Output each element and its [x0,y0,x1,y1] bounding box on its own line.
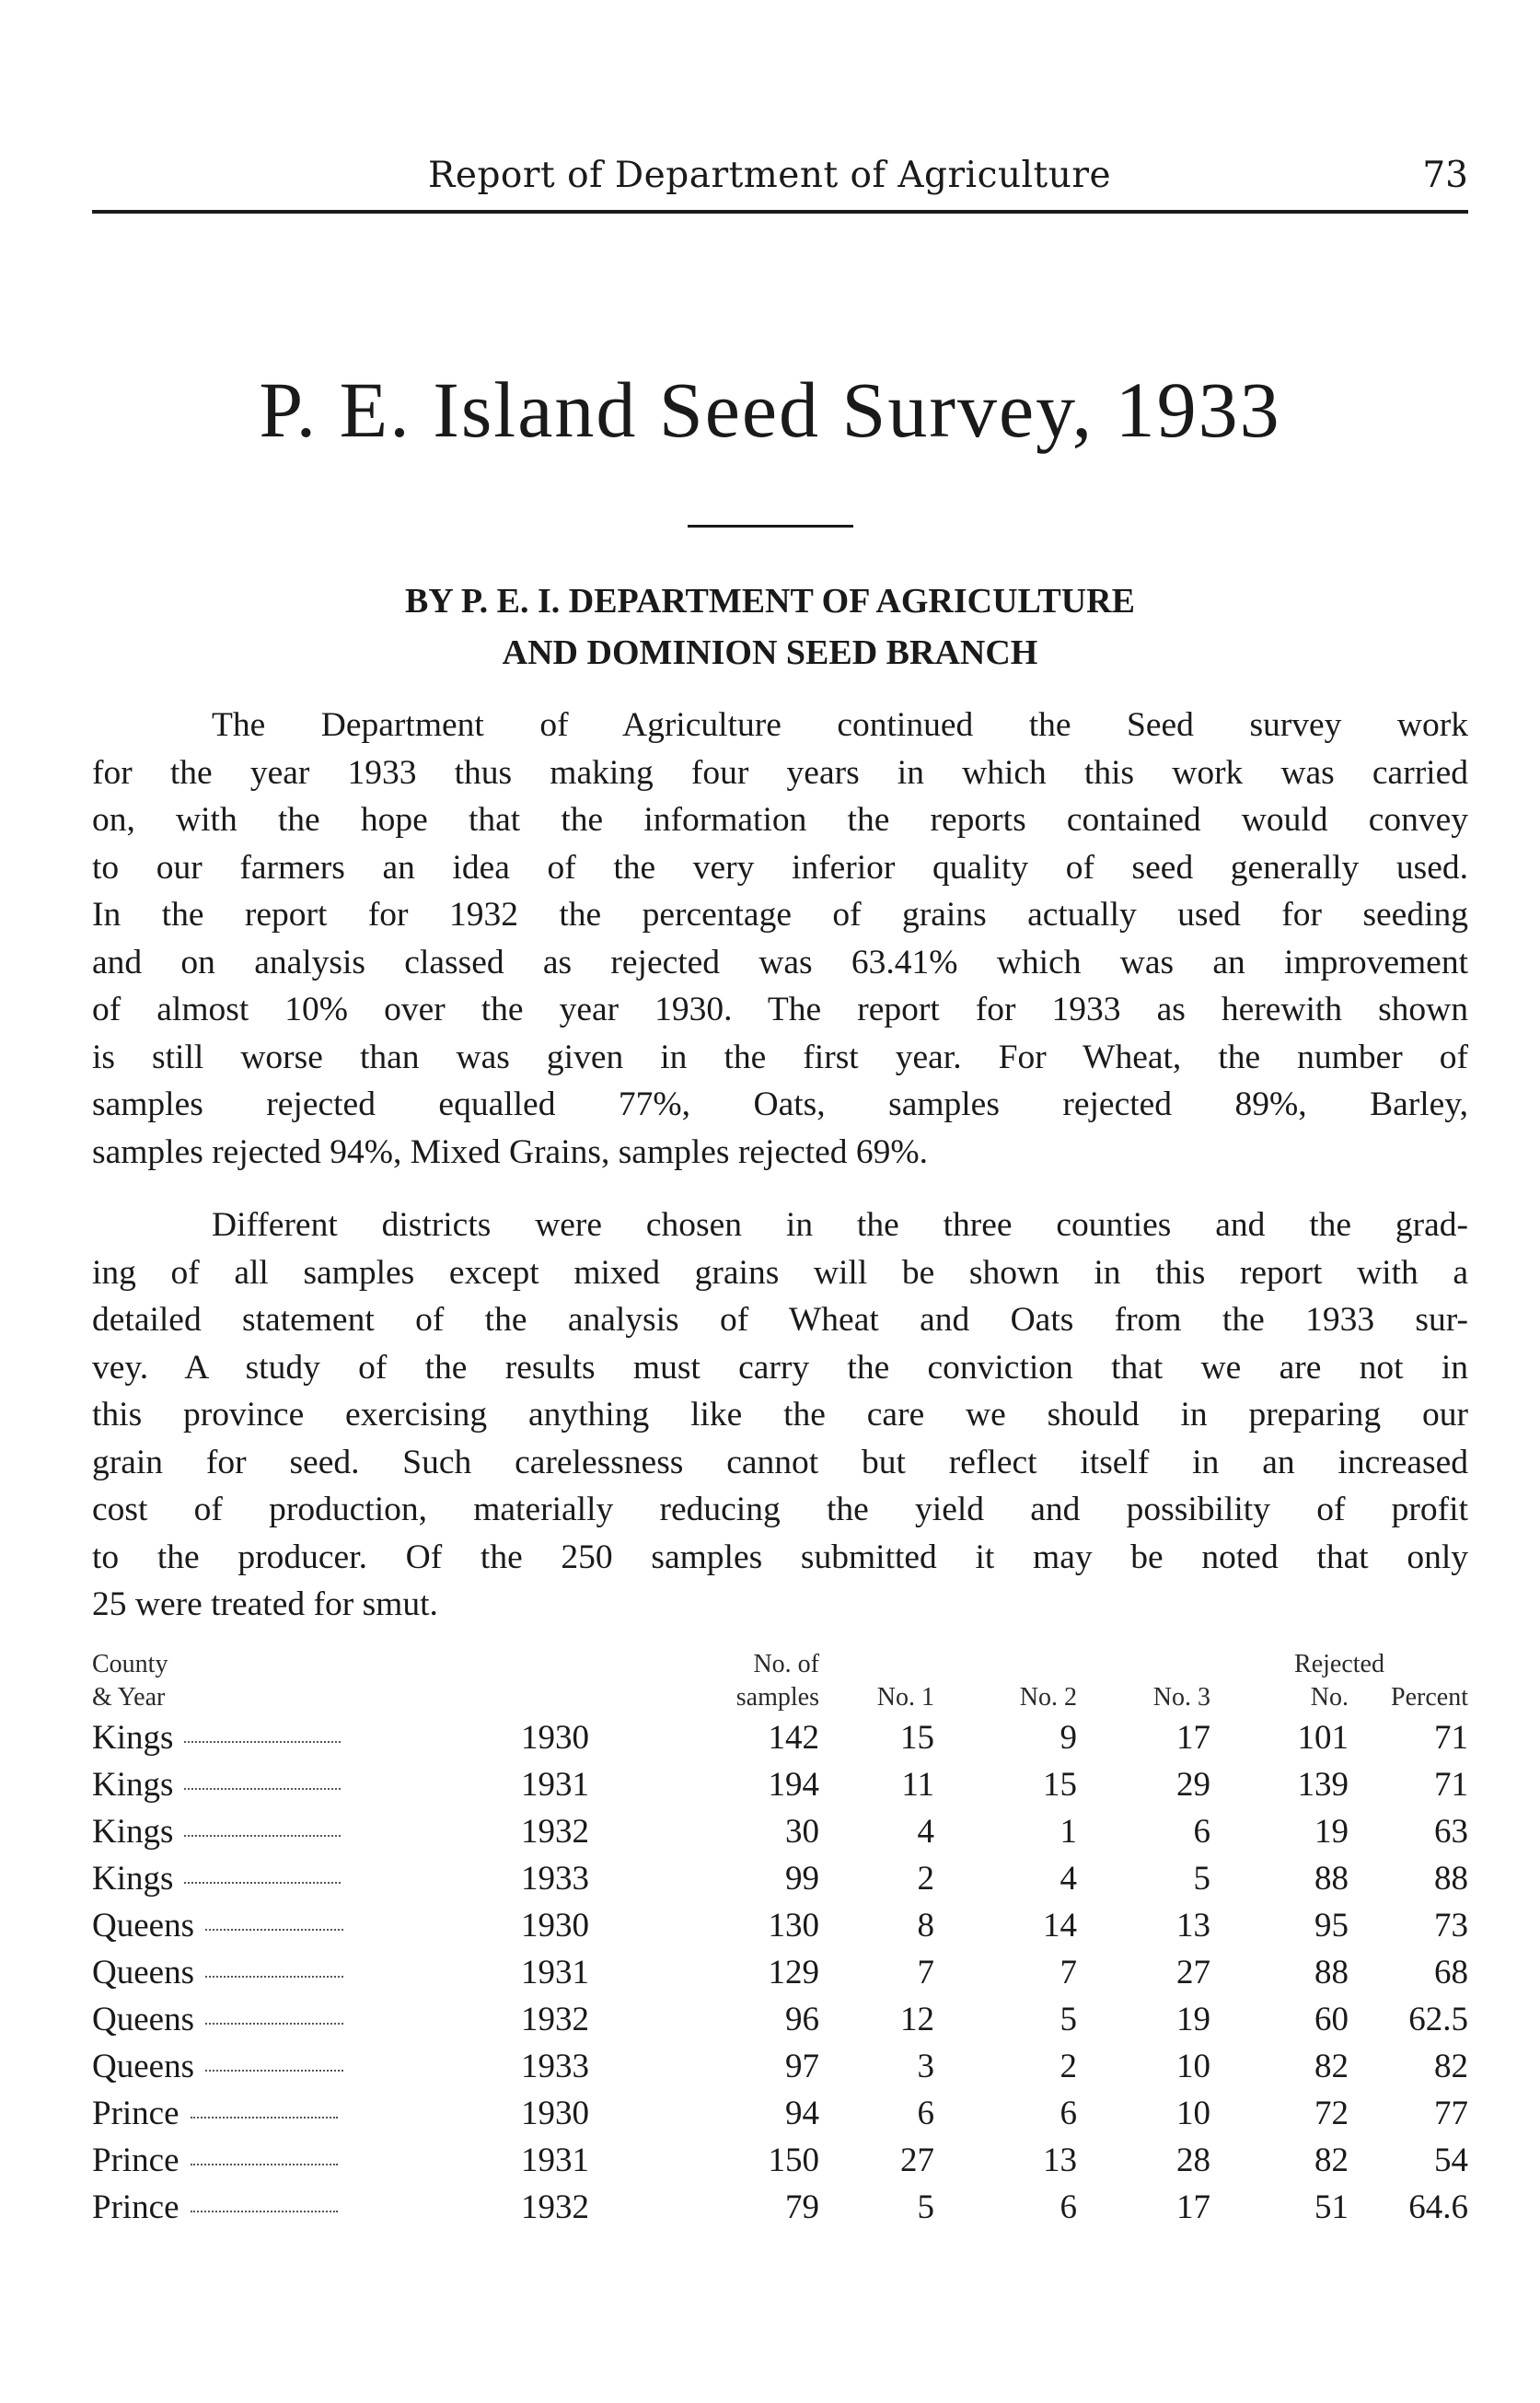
paragraph-2 [92,1202,1468,1629]
dot-leader [191,2163,338,2165]
cell-no3: 17 [1176,1719,1210,1757]
cell-no1: 2 [917,1860,934,1898]
cell-county [92,1714,497,1761]
cell-samples: 142 [768,1719,819,1757]
header-spacer [819,1648,934,1681]
cell-no2: 2 [1059,2048,1077,2085]
text-line: In the report for 1932 the percentage of grains actually used for seeding [92,896,1468,934]
cell-rejected-no: 101 [1297,1719,1349,1757]
cell-rejected-percent: 88 [1434,1860,1468,1898]
county-name: Queens [92,1907,194,1944]
cell-no2: 15 [1043,1766,1077,1804]
text-line: ing of all samples except mixed grains will be shown in this report with a [92,1253,1468,1292]
text-line: this province exercising anything like the care we should in preparing our [92,1396,1468,1434]
dot-leader [205,2069,343,2072]
cell-no3: 17 [1176,2188,1210,2226]
cell-no3: 5 [1193,1860,1210,1898]
cell-county [92,1996,497,2043]
dot-leader [184,1740,341,1743]
county-name: Prince [92,2095,179,2132]
county-name: Queens [92,2048,194,2085]
cell-rejected-percent: 63 [1434,1813,1468,1851]
dot-leader [205,1928,343,1931]
byline-line: AND DOMINION SEED BRANCH [502,633,1038,672]
cell-no3: 29 [1176,1766,1210,1804]
text-line: vey. A study of the results must carry the conviction that we are not in [92,1348,1468,1387]
text-line: to our farmers an idea of the very inferior quality of seed generally used. [92,848,1468,887]
header-rejected: Rejected [1294,1650,1384,1678]
header-rejected-percent: Percent [1391,1683,1468,1712]
header-no3: No. 3 [1152,1683,1210,1712]
cell-samples: 194 [768,1766,819,1804]
cell-no2: 9 [1059,1719,1077,1757]
text-line: grain for seed. Such carelessness cannot but reflect itself in an increased [92,1443,1468,1481]
cell-county [92,2137,497,2184]
cell-no3: 28 [1176,2142,1210,2179]
cell-year: 1931 [521,1766,589,1804]
cell-no1: 15 [900,1719,934,1757]
dot-leader [184,1881,341,1884]
cell-no2: 6 [1059,2188,1077,2226]
text-line: and on analysis classed as rejected was 63.41% which was an improvement [92,943,1468,981]
cell-samples: 97 [785,2048,819,2085]
cell-county [92,1761,497,1808]
cell-no2: 1 [1059,1813,1077,1851]
cell-year: 1933 [521,1860,589,1898]
cell-rejected-no: 88 [1314,1860,1349,1898]
cell-rejected-percent: 82 [1434,2048,1468,2085]
cell-no2: 5 [1059,2001,1077,2038]
cell-year: 1932 [521,2001,589,2038]
cell-rejected-percent: 62.5 [1408,2001,1468,2038]
cell-year: 1932 [521,1813,589,1851]
header-row [92,1648,1468,1681]
cell-rejected-percent: 68 [1434,1954,1468,1991]
table-row [92,2090,1468,2137]
running-head [92,155,1468,210]
table-body [92,1714,1468,2231]
cell-samples: 96 [785,2001,819,2038]
header-samples: No. of [753,1650,819,1678]
header-county-year: & Year [92,1683,166,1712]
cell-year: 1930 [521,1907,589,1944]
cell-rejected-no: 88 [1314,1954,1349,1991]
cell-year: 1933 [521,2048,589,2085]
cell-no1: 27 [900,2142,934,2179]
text-line: samples rejected 94%, Mixed Grains, samples rejected 69%. [92,1132,929,1171]
table-row [92,1902,1468,1949]
cell-no3: 27 [1176,1954,1210,1991]
cell-county [92,2043,497,2090]
cell-samples: 94 [785,2095,819,2132]
table-row [92,1855,1468,1902]
header-spacer [1077,1648,1210,1681]
table-row [92,1808,1468,1855]
title-rule [688,525,853,528]
cell-rejected-percent: 71 [1434,1719,1468,1757]
table-row [92,1949,1468,1996]
header-no1: No. 1 [876,1683,934,1712]
text-line: for the year 1933 thus making four years in which this work was carried [92,753,1468,792]
cell-no1: 6 [917,2095,934,2132]
table-header [92,1648,1468,1714]
text-line: detailed statement of the analysis of Wheat and Oats from the 1933 sur- [92,1301,1468,1339]
dot-leader [191,2116,338,2119]
header-no2: No. 2 [1019,1683,1077,1712]
byline-line: BY P. E. I. DEPARTMENT OF AGRICULTURE [405,582,1135,621]
cell-county [92,1855,497,1902]
header-year-spacer [497,1648,589,1681]
header-year-spacer [497,1681,589,1714]
cell-year: 1930 [521,2095,589,2132]
text-line: Different districts were chosen in the three counties and the grad- [212,1206,1468,1244]
county-name: Queens [92,1954,194,1991]
byline [0,575,1540,679]
cell-no1: 7 [917,1954,934,1991]
header-row [92,1681,1468,1714]
cell-no3: 10 [1176,2095,1210,2132]
cell-county [92,1949,497,1996]
dot-leader [191,2210,338,2212]
cell-no3: 6 [1193,1813,1210,1851]
cell-county [92,1808,497,1855]
cell-rejected-no: 139 [1297,1766,1349,1804]
cell-no2: 7 [1059,1954,1077,1991]
cell-rejected-no: 60 [1314,2001,1349,2038]
text-line: The Department of Agriculture continued the Seed survey work [212,706,1468,744]
header-rejected-no: No. [1310,1683,1349,1712]
cell-no2: 6 [1059,2095,1077,2132]
county-name: Prince [92,2188,179,2226]
dot-leader [184,1834,341,1837]
cell-year: 1930 [521,1719,589,1757]
cell-year: 1931 [521,2142,589,2179]
table-row [92,2137,1468,2184]
cell-no2: 14 [1043,1907,1077,1944]
header-rule [92,210,1468,214]
cell-samples: 79 [785,2188,819,2226]
text-line: cost of production, materially reducing the yield and possibility of profit [92,1491,1468,1528]
text-line: samples rejected equalled 77%, Oats, samples rejected 89%, Barley, [92,1085,1468,1123]
county-name: Kings [92,1766,174,1804]
table-row [92,2043,1468,2090]
table-row [92,2184,1468,2231]
county-name: Kings [92,1813,174,1851]
cell-samples: 150 [768,2142,819,2179]
cell-no1: 3 [917,2048,934,2085]
text-line: is still worse than was given in the first year. For Wheat, the number of [92,1038,1468,1076]
cell-samples: 99 [785,1860,819,1898]
text-line: to the producer. Of the 250 samples submitted it may be noted that only [92,1538,1468,1576]
text-line: on, with the hope that the information the reports contained would convey [92,801,1468,839]
dot-leader [184,1787,341,1790]
cell-no1: 5 [917,2188,934,2226]
paragraph-1 [92,702,1468,1176]
county-name: Kings [92,1860,174,1898]
cell-county [92,1902,497,1949]
county-name: Queens [92,2001,194,2038]
cell-year: 1931 [521,1954,589,1991]
cell-rejected-no: 72 [1314,2095,1349,2132]
header-samples-2: samples [735,1683,819,1712]
cell-rejected-no: 82 [1314,2048,1349,2085]
county-name: Prince [92,2142,179,2179]
cell-county [92,2184,497,2231]
cell-rejected-percent: 77 [1434,2095,1468,2132]
cell-samples: 130 [768,1907,819,1944]
cell-no1: 4 [917,1813,934,1851]
dot-leader [205,2022,343,2025]
cell-samples: 30 [785,1813,819,1851]
cell-rejected-no: 19 [1314,1813,1349,1851]
cell-no1: 11 [901,1766,934,1804]
cell-rejected-no: 82 [1314,2142,1349,2179]
page-title: P. E. Island Seed Survey, 1933 [259,366,1281,454]
cell-no3: 10 [1176,2048,1210,2085]
cell-no1: 12 [900,2001,934,2038]
cell-rejected-no: 95 [1314,1907,1349,1944]
text-line: 25 were treated for smut. [92,1585,438,1623]
cell-year: 1932 [521,2188,589,2226]
table-row [92,1761,1468,1808]
header-spacer [934,1648,1077,1681]
cell-no3: 19 [1176,2001,1210,2038]
cell-rejected-percent: 54 [1434,2142,1468,2179]
cell-no1: 8 [917,1907,934,1944]
cell-no2: 13 [1043,2142,1077,2179]
page-number: 73 [1422,155,1468,196]
table-row [92,1996,1468,2043]
header-county: County [92,1650,168,1678]
cell-county [92,2090,497,2137]
cell-samples: 129 [768,1954,819,1991]
cell-rejected-no: 51 [1314,2188,1349,2226]
running-title: Report of Department of Agriculture [428,155,1112,196]
dot-leader [205,1975,343,1978]
cell-no2: 4 [1059,1860,1077,1898]
cell-rejected-percent: 71 [1434,1766,1468,1804]
table-row [92,1714,1468,1761]
cell-rejected-percent: 73 [1434,1907,1468,1944]
cell-no3: 13 [1176,1907,1210,1944]
seed-survey-table [92,1648,1468,2231]
text-line: of almost 10% over the year 1930. The report for 1933 as herewith shown [92,991,1468,1028]
cell-rejected-percent: 64.6 [1408,2188,1468,2226]
county-name: Kings [92,1719,174,1757]
